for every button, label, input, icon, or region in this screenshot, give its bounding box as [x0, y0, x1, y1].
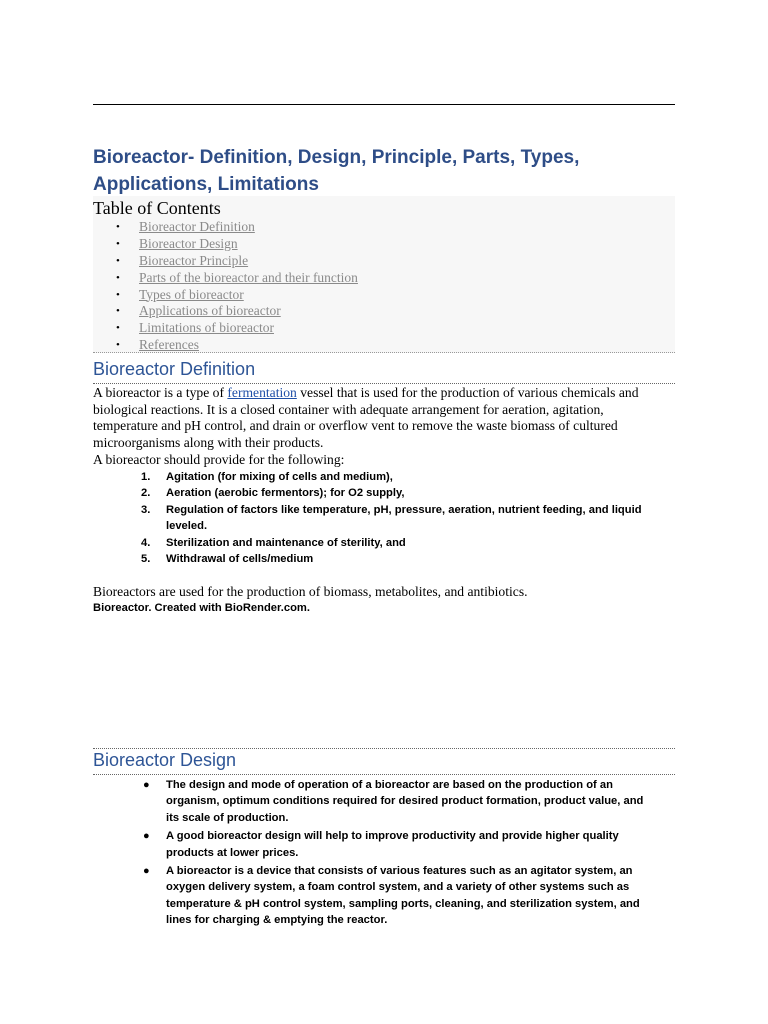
list-item: [93, 863, 675, 929]
toc-item: [93, 337, 358, 354]
requirements-list: [93, 469, 675, 567]
fermentation-link[interactable]: fermentation: [227, 385, 297, 400]
intro-text-end: vessel that is used for the production of various chemicals and biological reactions. It is a closed container with adequate arrangement for aeration, agitation, temperature and pH control, and drain or overflow vent to remove the waste biomass of cultured microorganisms along with their products.: [93, 385, 639, 450]
top-divider: [93, 104, 675, 105]
list-item: [93, 485, 675, 501]
list-item: [93, 551, 675, 567]
section-heading-design: Bioreactor Design: [93, 748, 675, 775]
list-item: [93, 828, 675, 861]
toc-list: [93, 219, 358, 354]
list-item: [93, 535, 675, 551]
list-item-text: The design and mode of operation of a bioreactor are based on the production of an organism, optimum conditions required for desired product formation, product value, and its scale of production.: [166, 779, 644, 824]
section-heading-definition: Bioreactor Definition: [93, 358, 675, 384]
list-item: [93, 502, 675, 535]
toc-heading: Table of Contents: [93, 198, 221, 218]
figure-caption: Bioreactor. Created with BioRender.com.: [93, 602, 310, 614]
list-number: 4.: [141, 536, 151, 549]
toc-link-limitations[interactable]: Limitations of bioreactor: [139, 320, 274, 336]
intro-text-start: A bioreactor is a type of: [93, 385, 228, 400]
toc-item: [93, 270, 358, 287]
list-item-text: A bioreactor is a device that consists of various features such as an agitator system, an oxygen delivery system, a foam control system, and a variety of other systems such as temperature & pH control system, sampling ports, cleaning, and sterilization system, and lines for charging & emptying the reactor.: [166, 865, 640, 927]
provide-intro: A bioreactor should provide for the following:: [93, 452, 345, 467]
toc-item: [93, 236, 358, 253]
list-item-text: Agitation (for mixing of cells and medium),: [166, 471, 393, 483]
list-number: 5.: [141, 553, 151, 566]
list-number: 2.: [141, 487, 151, 500]
list-item-text: Aeration (aerobic fermentors); for O2 supply,: [166, 487, 405, 500]
list-item-text: A good bioreactor design will help to improve productivity and provide higher quality products at lower prices.: [166, 830, 619, 859]
list-item: [93, 777, 675, 826]
table-of-contents: [93, 196, 675, 353]
toc-item: [93, 287, 358, 304]
toc-link-types[interactable]: Types of bioreactor: [139, 286, 244, 302]
toc-link-applications[interactable]: Applications of bioreactor: [139, 303, 281, 319]
bullet-icon: ●: [143, 779, 150, 791]
definition-paragraph: [93, 385, 653, 451]
list-item: [93, 469, 675, 485]
toc-link-principle[interactable]: Bioreactor Principle: [139, 252, 249, 268]
list-item-text: Withdrawal of cells/medium: [166, 553, 314, 566]
list-item-text: Regulation of factors like temperature, pH, pressure, aeration, nutrient feeding, and liquid leveled.: [166, 503, 642, 533]
uses-paragraph: Bioreactors are used for the production of biomass, metabolites, and antibiotics.: [93, 584, 528, 599]
list-item-text: Sterilization and maintenance of sterility, and: [166, 536, 406, 549]
toc-item: [93, 253, 358, 270]
toc-item: [93, 303, 358, 320]
toc-item: [93, 219, 358, 236]
toc-link-design[interactable]: Bioreactor Design: [139, 235, 238, 251]
list-number: 3.: [141, 503, 151, 516]
toc-item: [93, 320, 358, 337]
document-title: Bioreactor- Definition, Design, Principle, Parts, Types, Applications, Limitations: [93, 147, 580, 195]
bullet-icon: ●: [143, 830, 150, 843]
toc-link-definition[interactable]: Bioreactor Definition: [139, 219, 255, 234]
toc-link-parts[interactable]: Parts of the bioreactor and their function: [139, 269, 358, 285]
design-points-list: [93, 777, 675, 931]
bullet-icon: ●: [143, 865, 150, 878]
toc-link-references[interactable]: References: [139, 337, 199, 353]
list-number: 1.: [141, 471, 151, 483]
